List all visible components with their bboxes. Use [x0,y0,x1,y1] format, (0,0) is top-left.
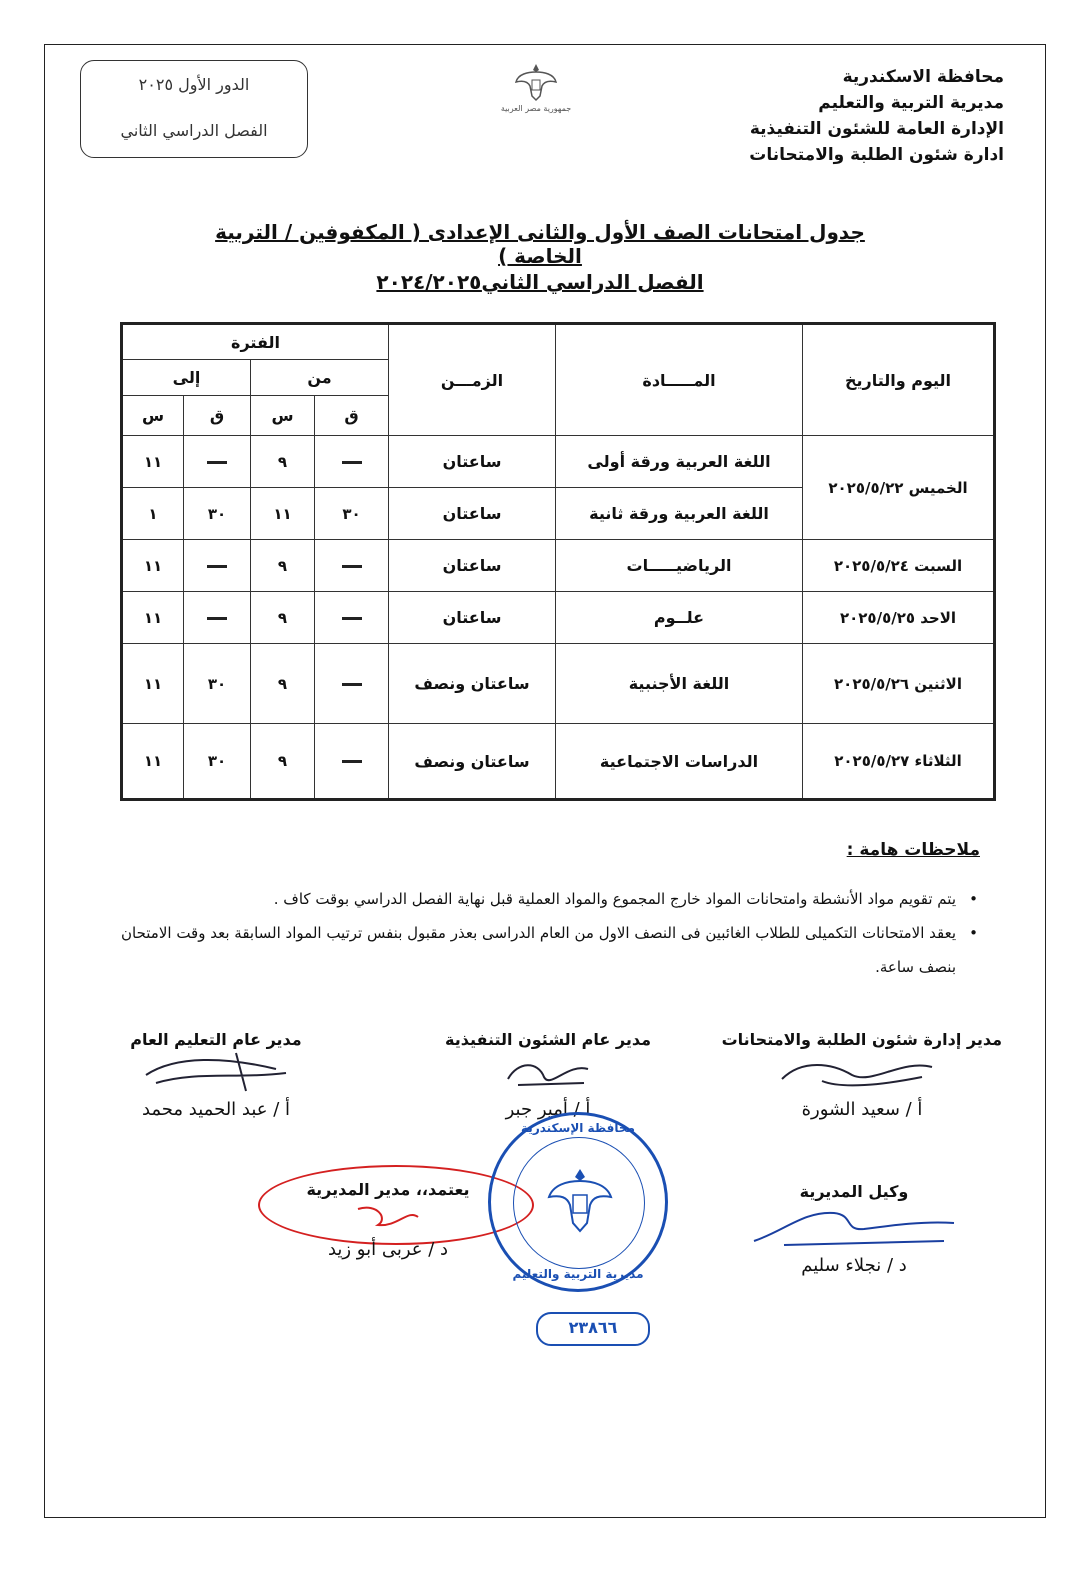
to-hour-cell: ١١ [122,724,184,800]
signature-title: يعتمد،، مدير المديرية [306,1180,470,1199]
notes-list [90,882,982,984]
eagle-emblem [496,62,576,113]
table-row [122,436,995,488]
to-hour-cell: ١١ [122,540,184,592]
to-min-cell [184,436,251,488]
note-text: يتم تقويم مواد الأنشطة وامتحانات المواد خارج المجموع والمواد العملية قبل نهاية الفصل الدراسي بوقت كاف . [273,890,956,908]
signature-name: د / نجلاء سليم [801,1255,907,1276]
table-row [122,644,995,724]
signature-name: أ / سعيد الشورة [801,1099,923,1120]
from-min-cell [315,540,389,592]
stamp-bottom-text: مديرية التربية والتعليم [512,1267,644,1281]
handwritten-signature-icon [762,1049,962,1095]
to-hour-cell: ١١ [122,592,184,644]
header-to: إلى [122,360,251,396]
notes-title: ملاحظات هامة : [846,840,980,860]
from-min-cell [315,724,389,800]
signature-title: مدير إدارة شئون الطلبة والامتحانات [721,1030,1002,1049]
bullet-icon: • [969,924,978,942]
to-hour-cell: ١ [122,488,184,540]
dash [342,760,362,763]
table-row [122,592,995,644]
emblem-caption: جمهورية مصر العربية [500,104,572,113]
to-hour-cell: ١١ [122,644,184,724]
bullet-icon: • [969,890,978,908]
day-date-cell: الاثنين ٢٠٢٥/٥/٢٦ [803,644,995,724]
signature-title: مدير عام التعليم العام [130,1030,302,1049]
dash [342,565,362,568]
signature-title: مدير عام الشئون التنفيذية [444,1030,652,1049]
duration-cell: ساعتان [389,592,556,644]
header-from-hour: س [251,396,315,436]
signature-title: وكيل المديرية [799,1182,909,1201]
table-row [122,724,995,800]
page-subtitle: الفصل الدراسي الثاني٢٠٢٤/٢٠٢٥ [376,270,704,294]
header-line: محافظة الاسكندرية [842,67,1004,87]
subject-cell: اللغة الأجنبية [556,644,803,724]
table-row [122,540,995,592]
signature-name: أ / عبد الحميد محمد [141,1099,291,1120]
session-label: الدور الأول ٢٠٢٥ [138,75,250,94]
page-title: جدول امتحانات الصف الأول والثانى الإعدادى ( المكفوفين / التربية الخاصة ) [215,220,865,268]
subject-cell: علــوم [556,592,803,644]
dash [207,617,227,620]
from-hour-cell: ٩ [251,436,315,488]
to-min-cell: ٣٠ [184,644,251,724]
stamp-top-text: محافظة الإسكندرية [521,1121,635,1135]
handwritten-signature-icon [488,1049,608,1095]
header-line: ادارة شئون الطلبة والامتحانات [749,145,1004,165]
official-stamp [488,1112,668,1292]
duration-cell: ساعتان [389,488,556,540]
day-date-cell: الخميس ٢٠٢٥/٥/٢٢ [803,436,995,540]
from-min-cell [315,644,389,724]
subject-cell: الرياضيـــــات [556,540,803,592]
duration-cell: ساعتان ونصف [389,644,556,724]
header-from-min: ق [315,396,389,436]
to-min-cell [184,540,251,592]
handwritten-signature-icon [136,1049,296,1095]
subject-cell: الدراسات الاجتماعية [556,724,803,800]
signature-approval [268,1180,508,1260]
day-date-cell: الثلاثاء ٢٠٢٥/٥/٢٧ [803,724,995,800]
header-duration: الزمـــن [389,324,556,436]
signature-general-education [96,1030,336,1120]
to-min-cell: ٣٠ [184,488,251,540]
from-hour-cell: ٩ [251,592,315,644]
from-hour-cell: ٩ [251,540,315,592]
day-date-cell: السبت ٢٠٢٥/٥/٢٤ [803,540,995,592]
header-day-date: اليوم والتاريخ [803,324,995,436]
day-date-cell: الاحد ٢٠٢٥/٥/٢٥ [803,592,995,644]
duration-cell: ساعتان ونصف [389,724,556,800]
to-min-cell [184,592,251,644]
header-to-min: ق [184,396,251,436]
semester-label: الفصل الدراسي الثاني [120,121,268,140]
eagle-icon [514,62,558,102]
from-hour-cell: ٩ [251,644,315,724]
header-subject: المـــــادة [556,324,803,436]
subject-cell: اللغة العربية ورقة ثانية [556,488,803,540]
header-line: الإدارة العامة للشئون التنفيذية [749,119,1004,139]
to-hour-cell: ١١ [122,436,184,488]
dash [207,461,227,464]
dash [342,683,362,686]
note-text: يعقد الامتحانات التكميلى للطلاب الغائبين فى النصف الاول من العام الدراسى بعذر مقبول بنفس ترتيب المواد السابقة بعد وقت الامتحان بنصف ساعة. [121,924,956,976]
header-line: مديرية التربية والتعليم [818,93,1004,113]
from-min-cell: ٣٠ [315,488,389,540]
signature-executive [418,1030,678,1120]
to-min-cell: ٣٠ [184,724,251,800]
duration-cell: ساعتان [389,436,556,488]
header-authority [704,64,1004,168]
list-item [90,882,982,916]
exam-schedule-table [120,322,996,801]
signature-name: د / عربى أبو زيد [327,1239,449,1260]
from-hour-cell: ٩ [251,724,315,800]
stamp-number: ٢٣٨٦٦ [536,1312,650,1346]
from-hour-cell: ١١ [251,488,315,540]
session-box [80,60,308,158]
signature-deputy [734,1182,974,1276]
from-min-cell [315,436,389,488]
handwritten-signature-icon [744,1201,964,1251]
signature-name: أ / أمير جبر [505,1099,591,1120]
list-item [90,916,982,984]
handwritten-signature-icon [338,1199,438,1235]
dash [342,617,362,620]
eagle-icon [545,1165,615,1241]
signature-students-affairs [722,1030,1002,1120]
from-min-cell [315,592,389,644]
subject-cell: اللغة العربية ورقة أولى [556,436,803,488]
header-from: من [251,360,389,396]
duration-cell: ساعتان [389,540,556,592]
header-to-hour: س [122,396,184,436]
dash [207,565,227,568]
dash [342,461,362,464]
header-period: الفترة [122,324,389,360]
